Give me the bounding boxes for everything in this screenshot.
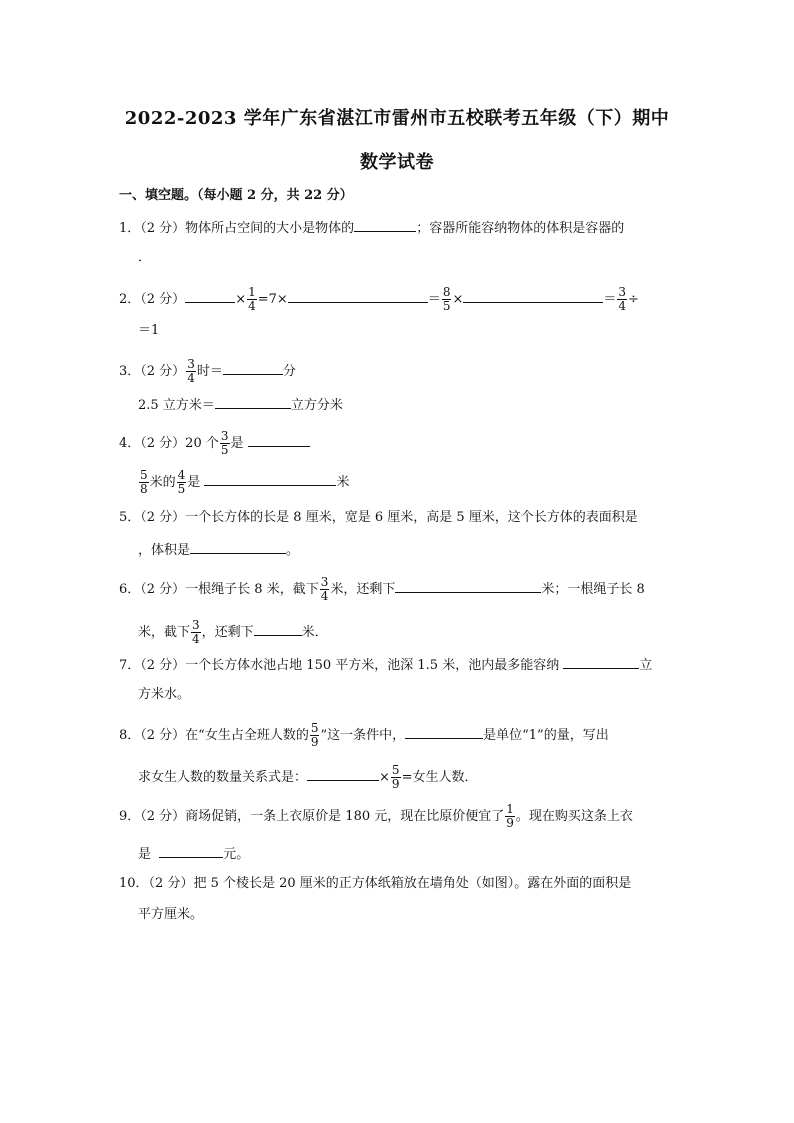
fraction: $\frac{3}{4}$ <box>320 575 329 603</box>
fraction: $\frac{4}{5}$ <box>177 468 186 496</box>
exam-title-line2: 数学试卷 <box>360 152 434 173</box>
question-9: 9．（2 分）商场促销，一条上衣原价是 180 元，现在比原价便宜了 $\frac{1}{9}$ 。现在购买这条上衣 <box>119 802 633 830</box>
question-8: 8．（2 分）在“女生占全班人数的 $\frac{5}{9}$ ”这一条件中， 是单位“1”的量，写出 <box>119 721 609 749</box>
fraction: $\frac{5}{9}$ <box>391 763 400 791</box>
question-9-cont: 是 元。 <box>138 847 250 862</box>
question-3: 3．（2 分） $\frac{3}{4}$ 时＝ 分 <box>119 357 296 385</box>
answer-blank[interactable] <box>405 726 483 739</box>
answer-blank[interactable] <box>159 845 223 858</box>
fraction: $\frac{5}{8}$ <box>140 468 148 496</box>
fraction: $\frac{3}{4}$ <box>618 285 627 313</box>
answer-blank[interactable] <box>463 290 603 303</box>
answer-blank[interactable] <box>190 541 286 554</box>
question-8-cont: 求女生人数的数量关系式是： × $\frac{5}{9}$ =女生人数． <box>138 763 478 791</box>
fraction: $\frac{3}{5}$ <box>220 429 229 457</box>
answer-blank[interactable] <box>215 396 291 409</box>
exam-title-line1: 2022-2023 学年广东省湛江市雷州市五校联考五年级（下）期中 <box>124 108 670 129</box>
question-2-cont: ＝1 <box>138 323 160 338</box>
question-5-cont: ，体积是 。 <box>138 543 300 558</box>
answer-blank[interactable] <box>354 219 416 232</box>
fraction: $\frac{1}{4}$ <box>248 285 256 313</box>
question-4: 4．（2 分）20 个 $\frac{3}{5}$ 是 <box>119 430 310 457</box>
fraction: $\frac{3}{4}$ <box>187 357 195 385</box>
question-4-cont: $\frac{5}{8}$ 米的 $\frac{4}{5}$ 是 米 <box>140 468 350 496</box>
question-7-cont: 方米水。 <box>138 687 191 702</box>
answer-blank[interactable] <box>185 290 235 303</box>
answer-blank[interactable] <box>307 768 379 781</box>
question-2: 2．（2 分） × $\frac{1}{4}$ =7× ＝ $\frac{8}{5}$ × ＝ $\frac{3}{4}$ ÷ <box>119 285 639 313</box>
answer-blank[interactable] <box>223 362 283 375</box>
question-1-cont: ． <box>138 250 152 265</box>
question-1: 1．（2 分）物体所占空间的大小是物体的 ；容器所能容纳物体的体积是容器的 <box>119 221 625 236</box>
fraction: $\frac{1}{9}$ <box>506 802 514 830</box>
answer-blank[interactable] <box>395 580 541 593</box>
question-7: 7．（2 分）一个长方体水池占地 150 平方米，池深 1.5 米，池内最多能容纳 立 <box>119 658 653 673</box>
answer-blank[interactable] <box>204 473 336 486</box>
question-10: 10．（2 分）把 5 个棱长是 20 厘米的正方体纸箱放在墙角处（如图）。露在外面的面积是 <box>119 876 632 891</box>
answer-blank[interactable] <box>288 290 428 303</box>
question-3-cont: 2.5 立方米＝ 立方分米 <box>138 398 343 413</box>
fraction: $\frac{3}{4}$ <box>192 618 200 646</box>
question-5: 5．（2 分）一个长方体的长是 8 厘米，宽是 6 厘米，高是 5 厘米，这个长方体的表面积是 <box>119 510 638 525</box>
section-heading: 一、填空题。（每小题 2 分，共 22 分） <box>119 188 353 203</box>
question-6-cont: 米，截下 $\frac{3}{4}$ ，还剩下 米． <box>138 618 328 646</box>
question-10-cont: 平方厘米。 <box>138 907 204 922</box>
fraction: $\frac{5}{9}$ <box>310 721 319 749</box>
question-6: 6．（2 分）一根绳子长 8 米，截下 $\frac{3}{4}$ 米，还剩下 米；一根绳子长 8 <box>119 575 645 603</box>
fraction: $\frac{8}{5}$ <box>442 285 451 313</box>
answer-blank[interactable] <box>254 623 302 636</box>
answer-blank[interactable] <box>563 656 639 669</box>
answer-blank[interactable] <box>248 434 310 447</box>
